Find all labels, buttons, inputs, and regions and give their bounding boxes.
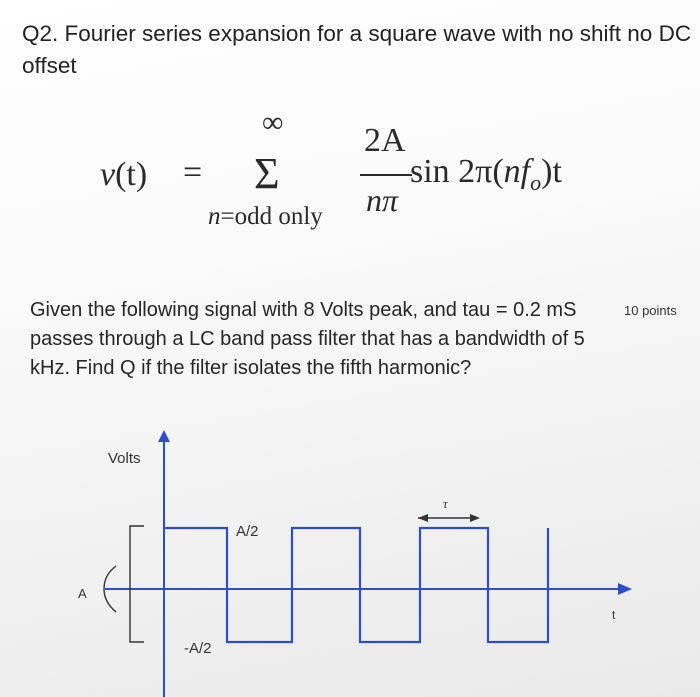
- summation-symbol: Σ: [254, 149, 280, 198]
- sine-term: $\sin 2\pi(nf_o)t$: [410, 153, 562, 195]
- summation-upper-limit: ∞: [262, 106, 284, 139]
- problem-statement: Given the following signal with 8 Volts peak, and tau = 0.2 mS passes through a LC band pass filter that has a bandwidth of 5 kHz. Find Q if the filter isolates the fifth harmonic?: [30, 299, 585, 379]
- amplitude-bracket: [130, 526, 144, 642]
- fraction-numerator: 2A: [364, 122, 406, 159]
- square-wave-svg: [60, 430, 660, 697]
- amplitude-label: A: [78, 586, 87, 601]
- x-axis-arrow: [618, 583, 632, 595]
- fourier-formula: [0, 100, 700, 250]
- formula-equals: =: [183, 154, 203, 191]
- upper-level-label: A/2: [236, 523, 259, 540]
- tau-arrow-left: [418, 514, 428, 522]
- fraction-bar: [360, 174, 412, 176]
- fraction-denominator: nπ: [366, 182, 399, 218]
- x-axis-label: t: [612, 608, 616, 622]
- square-wave: [164, 528, 548, 642]
- formula-lhs: v(t): [100, 156, 148, 193]
- lower-level-label: -A/2: [184, 640, 212, 657]
- summation-lower-limit: n=odd only: [208, 203, 323, 230]
- tau-arrow-right: [470, 514, 480, 522]
- question-title: Q2. Fourier series expansion for a square wave with no shift no DC offset: [22, 21, 692, 78]
- tau-label: τ: [443, 496, 448, 511]
- y-axis-arrow: [158, 430, 170, 442]
- square-wave-diagram: [60, 430, 660, 697]
- points-label: 10 points: [624, 303, 677, 318]
- y-axis-label: Volts: [108, 450, 141, 467]
